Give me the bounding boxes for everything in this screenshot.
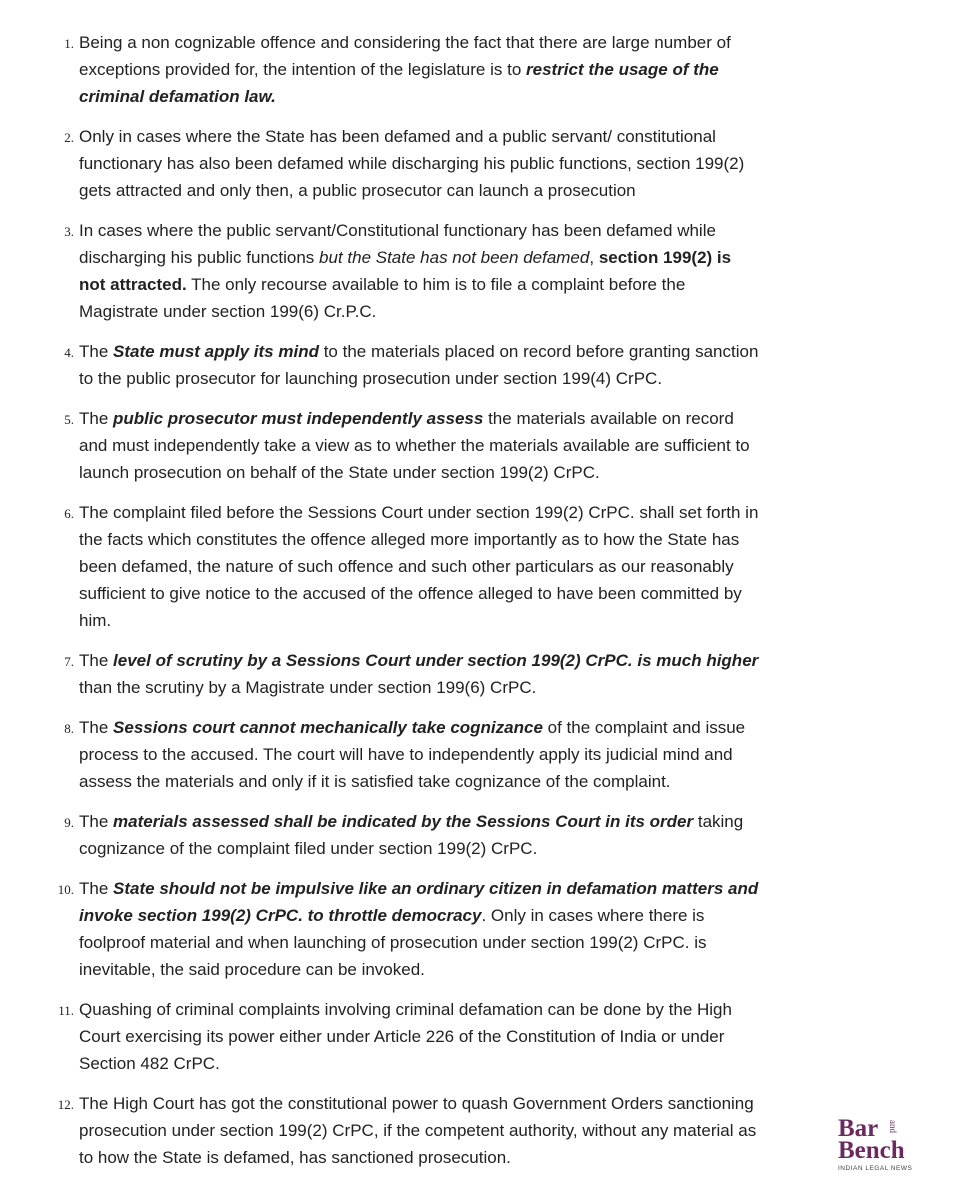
logo-tagline: INDIAN LEGAL NEWS	[838, 1165, 913, 1172]
text-run: The	[79, 812, 114, 831]
logo-and-text: and	[888, 1120, 898, 1133]
emphasized-text: State should not be impulsive like an ordinary citizen in defamation matters and invoke section 199(2) CrPC. to throttle democracy	[79, 879, 759, 925]
list-item-number: 6.	[64, 506, 74, 521]
list-item-number: 1.	[64, 36, 74, 51]
list-item	[0, 875, 759, 983]
emphasized-text: State must apply its mind	[113, 342, 319, 361]
text-run: The High Court has got the constitutional power to quash Government Orders sanctioning prosecution under section 199(2) CrPC, if the competent authority, without any material as to how the State is defamed, has sanctioned prosecution.	[79, 1094, 757, 1167]
list-item	[0, 647, 759, 701]
text-run: The	[79, 651, 114, 670]
text-run: than the scrutiny by a Magistrate under section 199(6) CrPC.	[79, 678, 537, 697]
list-item-text	[79, 718, 745, 791]
list-item-number: 7.	[64, 654, 74, 669]
list-item-number: 10.	[57, 882, 74, 897]
list-item-number: 8.	[64, 721, 74, 736]
text-run: taking cognizance of the complaint filed under section 199(2) CrPC.	[79, 812, 744, 858]
text-run: ,	[589, 248, 599, 267]
list-item-text	[79, 1094, 756, 1167]
list-item-number: 11.	[58, 1003, 74, 1018]
list-item-text	[79, 879, 758, 979]
text-run: The	[79, 879, 114, 898]
list-item-number: 5.	[64, 412, 74, 427]
list-item-number: 4.	[64, 345, 74, 360]
list-item-number: 12.	[57, 1097, 74, 1112]
logo-bench-text: Bench	[838, 1137, 905, 1164]
text-run: The complaint filed before the Sessions Court under section 199(2) CrPC. shall set forth in the facts which constitutes the offence alleged more importantly as to how the State has been defamed, the nature of such offence and such other particulars as our reasonably sufficient to give notice to the accused of the offence alleged to have been committed by him.	[79, 503, 759, 630]
emphasized-text: public prosecutor must independently assess	[113, 409, 484, 428]
text-run: Being a non cognizable offence and considering the fact that there are large number of exceptions provided for, the intention of the legislature is to	[79, 33, 731, 79]
text-run: In cases where the public servant/Constitutional functionary has been defamed while discharging his public functions	[79, 221, 716, 267]
list-item-number: 3.	[64, 224, 74, 239]
text-run: Only in cases where the State has been defamed and a public servant/ constitutional functionary has also been defamed while discharging his public functions, section 199(2) gets attracted and only then, a public prosecutor can launch a prosecution	[79, 127, 745, 200]
text-run: The	[79, 718, 114, 737]
list-item-text	[79, 342, 758, 388]
text-run: to the materials placed on record before granting sanction to the public prosecutor for launching prosecution under section 199(4) CrPC.	[79, 342, 759, 388]
emphasized-text: Sessions court cannot mechanically take cognizance	[113, 718, 543, 737]
emphasized-text: level of scrutiny by a Sessions Court under section 199(2) CrPC. is much higher	[113, 651, 759, 670]
logo-bar-text: Bar	[838, 1115, 879, 1142]
list-item-number: 2.	[64, 130, 74, 145]
emphasized-text: section 199(2) is not attracted.	[79, 248, 732, 294]
document-body	[0, 29, 959, 1184]
list-item	[0, 217, 759, 325]
list-item	[0, 499, 759, 634]
list-item	[0, 996, 759, 1077]
list-item	[0, 29, 759, 110]
text-run: of the complaint and issue process to the accused. The court will have to independently apply its judicial mind and assess the materials and only if it is satisfied take cognizance of the complaint.	[79, 718, 746, 791]
emphasized-text: materials assessed shall be indicated by the Sessions Court in its order	[113, 812, 694, 831]
bar-and-bench-logo	[838, 1115, 928, 1178]
list-item-number: 9.	[64, 815, 74, 830]
list-item	[0, 808, 759, 862]
list-item	[0, 405, 759, 486]
list-item	[0, 338, 759, 392]
list-item-text	[79, 503, 758, 630]
text-run: the materials available on record and must independently take a view as to whether the materials available are sufficient to launch prosecution on behalf of the State under section 199(2) CrPC.	[79, 409, 750, 482]
text-run: The	[79, 409, 114, 428]
list-item-text	[79, 409, 750, 482]
list-item-text	[79, 651, 758, 697]
list-item-text	[79, 33, 731, 106]
list-item	[0, 123, 759, 204]
list-item	[0, 1090, 759, 1171]
list-item-text	[79, 1000, 732, 1073]
text-run: . Only in cases where there is foolproof material and when launching of prosecution under section 199(2) CrPC. is inevitable, the said procedure can be invoked.	[79, 906, 707, 979]
list-item-text	[79, 221, 731, 321]
list-item-text	[79, 812, 743, 858]
text-run: Quashing of criminal complaints involving criminal defamation can be done by the High Court exercising its power either under Article 226 of the Constitution of India or under Section 482 CrPC.	[79, 1000, 732, 1073]
text-run: The	[79, 342, 114, 361]
list-item-text	[79, 127, 744, 200]
emphasized-text: restrict the usage of the criminal defamation law.	[79, 60, 719, 106]
list-item	[0, 714, 759, 795]
text-run: The only recourse available to him is to file a complaint before the Magistrate under section 199(6) Cr.P.C.	[79, 275, 686, 321]
emphasized-text: but the State has not been defamed	[319, 248, 590, 267]
